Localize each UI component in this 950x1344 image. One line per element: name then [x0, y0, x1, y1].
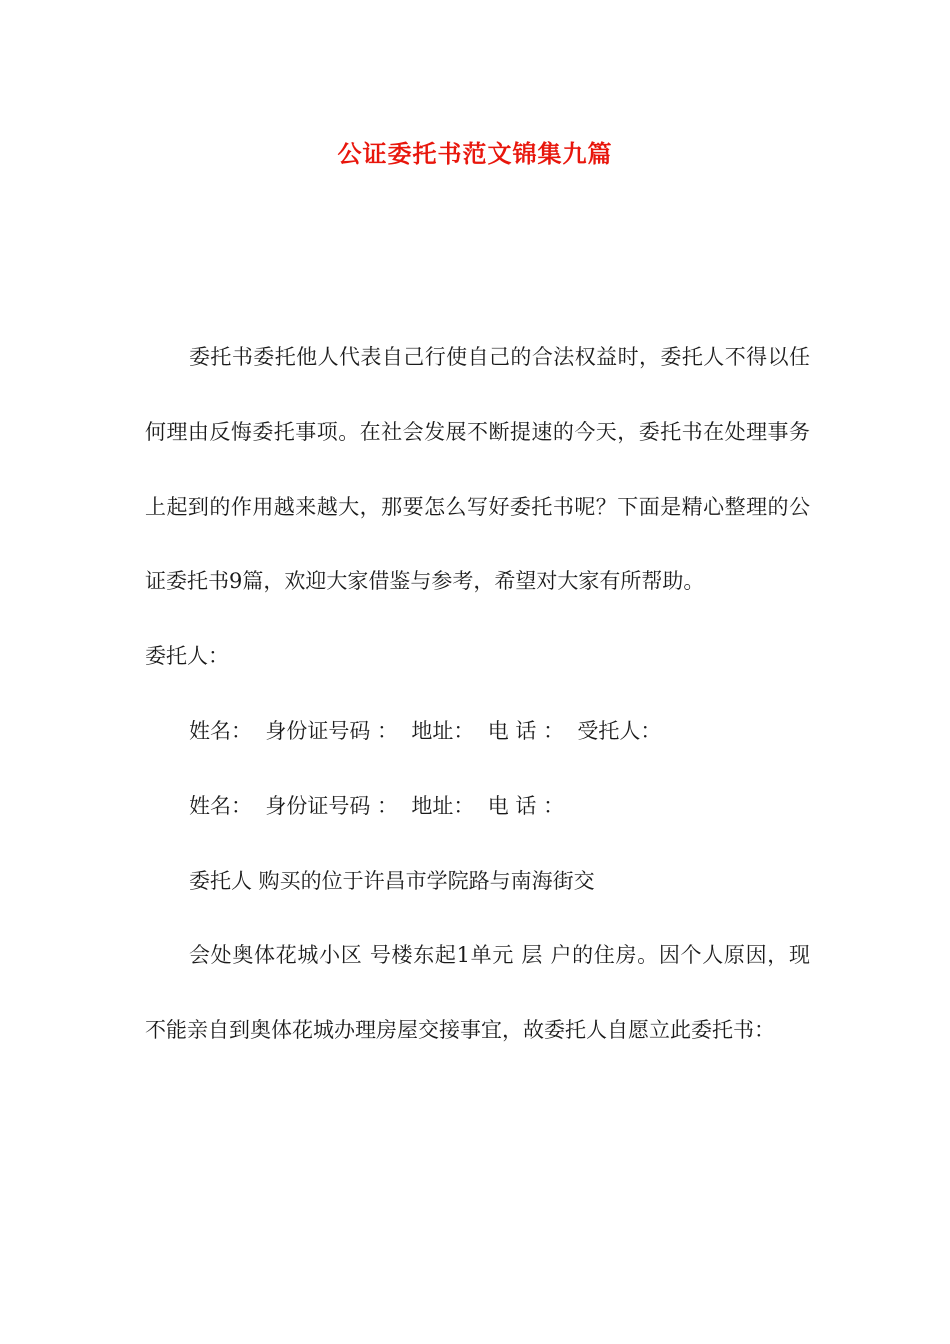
principal-label: 委托人： [145, 644, 229, 669]
principal-fields-line: 姓名： 身份证号码 ： 地址： 电 话 ： 受托人： [189, 718, 662, 743]
body-paragraph-2: 会处奥体花城小区 号楼东起1单元 层 户的住房。因个人原因，现不能亲自到奥体花城办理房屋交接事宜，故委托人自愿立此委托书： [145, 943, 810, 1043]
document-body [145, 320, 810, 1068]
intro-paragraph: 委托书委托他人代表自己行使自己的合法权益时，委托人不得以任何理由反悔委托事项。在社会发展不断提速的今天，委托书在处理事务上起到的作用越来越大，那要怎么写好委托书呢？下面是精心整理的公证委托书9篇，欢迎大家借鉴与参考，希望对大家有所帮助。 [145, 345, 810, 594]
document-title: 公证委托书范文锦集九篇 [337, 139, 613, 168]
agent-fields-line: 姓名： 身份证号码 ： 地址： 电 话 ： [189, 793, 565, 818]
body-line-1: 委托人 购买的位于许昌市学院路与南海街交 [189, 868, 595, 893]
